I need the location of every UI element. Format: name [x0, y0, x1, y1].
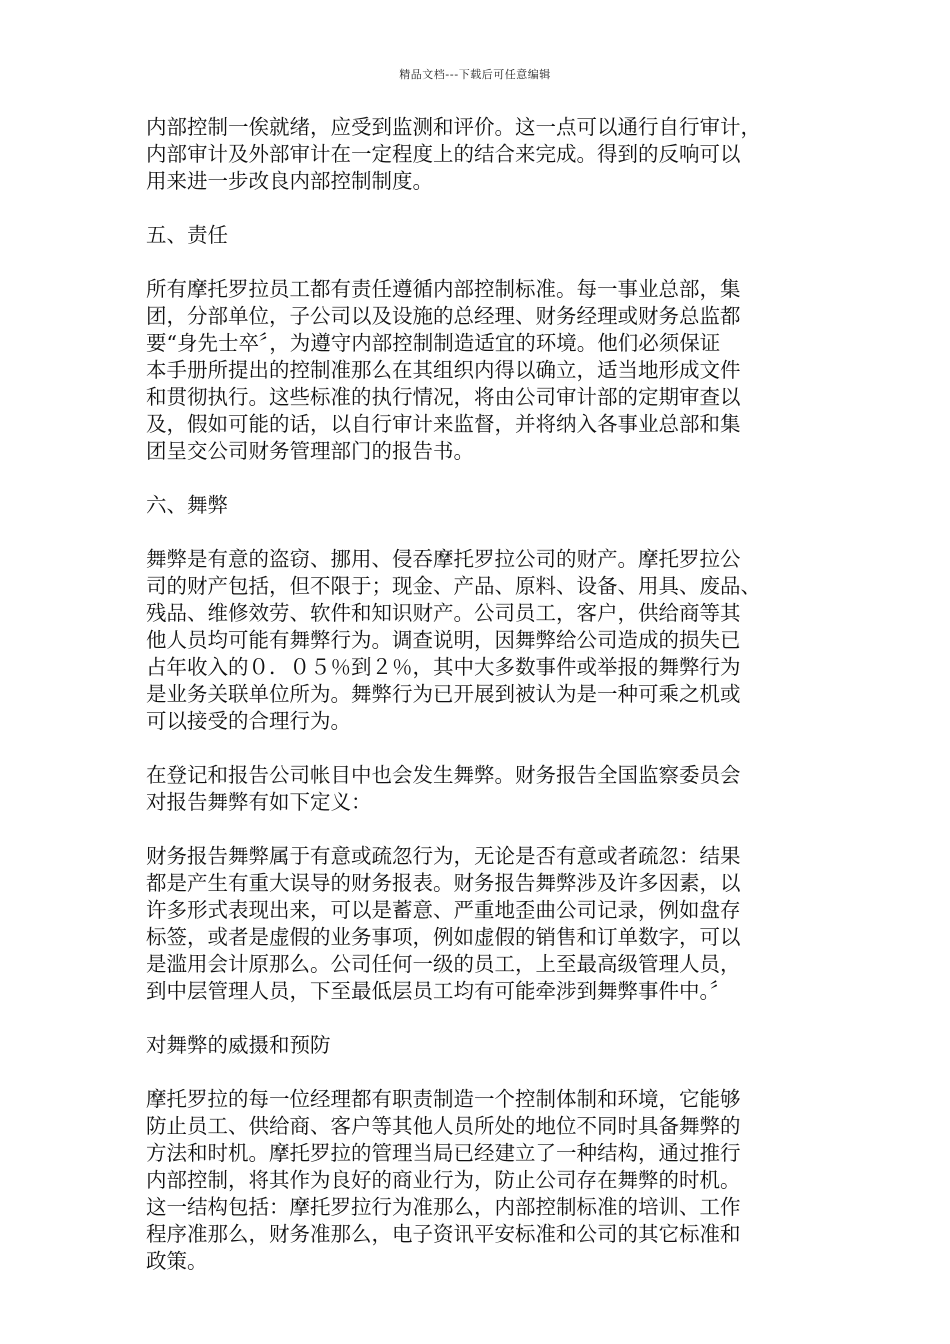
- section-heading-responsibility: 五、责任: [146, 223, 228, 247]
- section-heading-fraud: 六、舞弊: [146, 493, 228, 517]
- paragraph-monitoring: 内部控制一俟就绪，应受到监测和评价。这一点可以通行自行审计， 内部审计及外部审计在一定程度上的结合来完成。得到的反响可以 用来进一步改良内部控制制度。: [146, 115, 761, 193]
- paragraph-deterrence: 摩托罗拉的每一位经理都有职责制造一个控制体制和环境，它能够 防止员工、供给商、客户等其他人员所处的地位不同时具备舞弊的 方法和时机。摩托罗拉的管理当局已经建立了一种结构，通过推行 内部控制，将其作为良好的商业行为，防止公司存在舞弊的时机。 这一结构包括：摩托罗拉行为准那么，内部控制标准的培训、工作 程序准那么，财务准那么，电子资讯平安标准和公司的其它标准和 政策。: [146, 1087, 741, 1273]
- page-header: 精品文档---下载后可任意编辑: [399, 68, 551, 81]
- document-body: [146, 114, 806, 1302]
- subheading-deterrence-prevention: 对舞弊的威摄和预防: [146, 1033, 331, 1057]
- paragraph-financial-reporting-fraud: 在登记和报告公司帐目中也会发生舞弊。财务报告全国监察委员会 对报告舞弊有如下定义：: [146, 763, 741, 814]
- paragraph-fraud-quote: 财务报告舞弊属于有意或疏忽行为，无论是否有意或者疏忽：结果 都是产生有重大误导的财务报表。财务报告舞弊涉及许多因素，以 许多形式表现出来，可以是蓄意、严重地歪曲公司记录，例如盘存 标签，或者是虚假的业务事项，例如虚假的销售和订单数字，可以 是滥用会计原那么。公司任何一级的员工，上至最高级管理人员， 到中层管理人员，下至最低层员工均有可能牵涉到舞弊事件中。〞: [146, 844, 741, 1003]
- paragraph-fraud-definition: 舞弊是有意的盗窃、挪用、侵吞摩托罗拉公司的财产。摩托罗拉公 司的财产包括，但不限于；现金、产品、原料、设备、用具、废品、 残品、维修效劳、软件和知识财产。公司员工，客户，供给商等其 他人员均可能有舞弊行为。调查说明，因舞弊给公司造成的损失已 占年收入的０．０５％到２％，其中大多数事件或举报的舞弊行为 是业务关联单位所为。舞弊行为已开展到被认为是一种可乘之机或 可以接受的合理行为。: [146, 547, 761, 733]
- paragraph-responsibility: 所有摩托罗拉员工都有责任遵循内部控制标准。每一事业总部，集 团，分部单位，子公司以及设施的总经理、财务经理或财务总监都 要“身先士卒〞，为遵守内部控制制造适宜的环境。他们必须保证 本手册所提出的控制准那么在其组织内得以确立，适当地形成文件 和贯彻执行。这些标准的执行情况，将由公司审计部的定期审查以 及，假如可能的话，以自行审计来监督，并将纳入各事业总部和集 团呈交公司财务管理部门的报告书。: [146, 277, 741, 463]
